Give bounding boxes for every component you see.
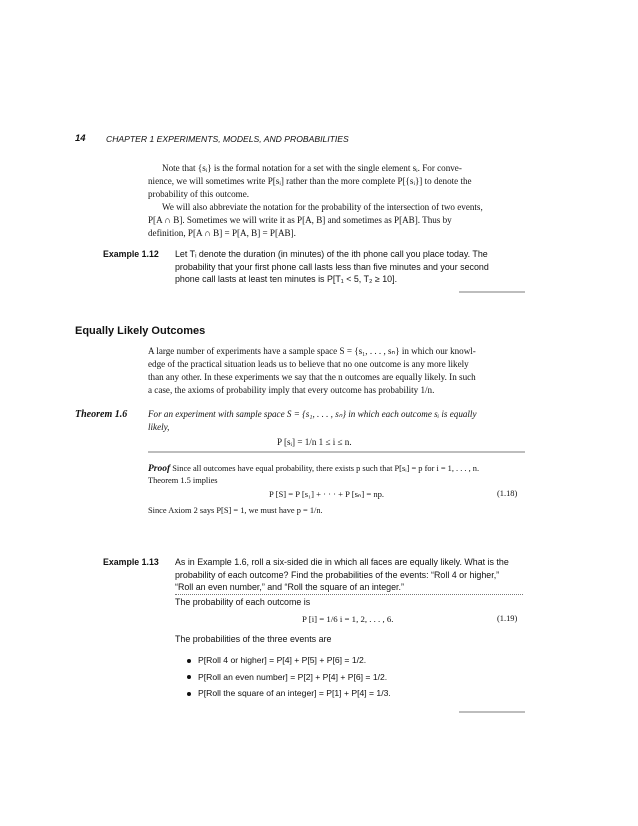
events-intro: The probabilities of the three events are <box>175 634 332 644</box>
proof-line: Since all outcomes have equal probability, there exists p such that P[sᵢ] = p for i = 1, . . . , n. <box>172 464 480 473</box>
intro-line: We will also abbreviate the notation for the probability of the intersection of two events, <box>162 202 483 212</box>
theorem-line: For an experiment with sample space S = {s₁, . . . , sₙ} in which each outcome sᵢ is equally <box>148 409 477 419</box>
example-dotted-rule <box>175 594 523 595</box>
section-line: A large number of experiments have a sample space S = {s₁, . . . , sₙ} in which our knowl- <box>148 346 476 356</box>
answer-intro: The probability of each outcome is <box>175 597 311 607</box>
bullet-icon <box>187 675 191 679</box>
list-item: P[Roll 4 or higher] = P[4] + P[5] + P[6] = 1/2. <box>187 652 391 669</box>
theorem-line: likely, <box>148 422 170 432</box>
example-line: As in Example 1.6, roll a six-sided die in which all faces are equally likely. What is the <box>175 557 509 567</box>
example-line: phone call lasts at least ten minutes is P[T₁ < 5, T₂ ≥ 10]. <box>175 274 398 284</box>
example-line: probability that your first phone call lasts less than five minutes and your second <box>175 261 489 272</box>
bullet-icon <box>187 692 191 696</box>
example-equation: P [i] = 1/6 i = 1, 2, . . . , 6. <box>302 614 394 624</box>
proof-line: Since Axiom 2 says P[S] = 1, we must have p = 1/n. <box>148 506 323 515</box>
section-title: Equally Likely Outcomes <box>75 325 206 337</box>
list-item: P[Roll the square of an integer] = P[1] + P[4] = 1/3. <box>187 685 391 702</box>
section-line: than any other. In these experiments we say that the n outcomes are equally likely. In such <box>148 372 476 382</box>
running-title: CHAPTER 1 EXPERIMENTS, MODELS, AND PROBABILITIES <box>106 134 349 144</box>
list-item: P[Roll an even number] = P[2] + P[4] + P[6] = 1/2. <box>187 669 391 686</box>
example-label: Example 1.12 <box>103 249 159 259</box>
theorem-end-rule <box>148 451 525 453</box>
proof-label: Proof <box>148 464 171 474</box>
intro-line: P[A ∩ B]. Sometimes we will write it as P[A, B] and sometimes as P[AB]. Thus by <box>148 215 452 225</box>
intro-line: nience, we will sometimes write P[sᵢ] rather than the more complete P[{sᵢ}] to denote the <box>148 176 472 186</box>
intro-paragraphs <box>148 162 524 240</box>
proof <box>148 463 528 487</box>
example-label: Example 1.13 <box>103 557 159 567</box>
example-body <box>175 556 527 594</box>
event-list <box>187 652 391 702</box>
example-line: “Roll an even number,” and “Roll the square of an integer.” <box>175 582 404 592</box>
intro-line: Note that {sᵢ} is the formal notation for a set with the single element sᵢ. For conve- <box>162 163 462 173</box>
bullet-icon <box>187 659 191 663</box>
example-body <box>175 248 525 286</box>
equation-number: (1.19) <box>497 614 518 623</box>
section-line: edge of the practical situation leads us to believe that no one outcome is any more likely <box>148 359 469 369</box>
equation-number: (1.18) <box>497 489 518 498</box>
example-line: probability of each outcome? Find the probabilities of the events: “Roll 4 or higher,” <box>175 569 500 580</box>
intro-line: probability of this outcome. <box>148 189 250 199</box>
example-line: Let Tᵢ denote the duration (in minutes) of the ith phone call you place today. The <box>175 249 488 259</box>
theorem-label: Theorem 1.6 <box>75 409 128 420</box>
proof-line: Theorem 1.5 implies <box>148 476 218 485</box>
example-end-rule <box>459 711 525 713</box>
proof-equation: P [S] = P [s₁] + · · · + P [sₙ] = np. <box>269 489 385 499</box>
theorem-equation: P [sᵢ] = 1/n 1 ≤ i ≤ n. <box>277 437 352 447</box>
page-number: 14 <box>75 133 86 144</box>
intro-line: definition, P[A ∩ B] = P[A, B] = P[AB]. <box>148 228 296 238</box>
section-line: a case, the axioms of probability imply that every outcome has probability 1/n. <box>148 385 435 395</box>
example-end-rule <box>459 291 525 293</box>
section-paragraph <box>148 345 524 397</box>
theorem-statement <box>148 408 524 434</box>
